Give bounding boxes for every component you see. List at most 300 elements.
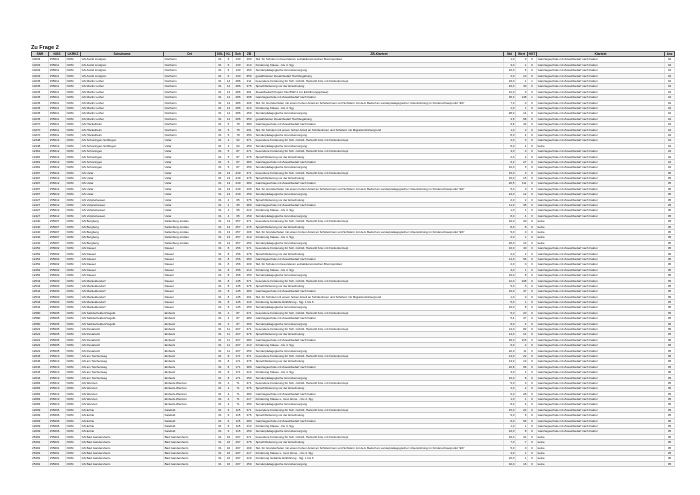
table-cell: NOM (66, 181, 81, 186)
table-cell: 05 (665, 461, 675, 466)
table-cell: Dassel (164, 251, 216, 256)
table-cell: GS Volpriehausen (81, 197, 164, 202)
table-cell: 16,0 (504, 375, 516, 380)
table-cell: Einbeck (164, 316, 216, 321)
table-cell: 0 (528, 159, 537, 164)
table-cell: Sonderpädagogische Grundversorgung (255, 305, 504, 310)
table-cell: 12,0 (504, 278, 516, 283)
table-cell: 20 (516, 407, 528, 412)
table-cell: 01 (216, 68, 225, 73)
table-cell: GS Volpriehausen (81, 213, 164, 218)
table-cell: 450 (244, 273, 255, 278)
table-cell: 1,0 (504, 57, 516, 62)
table-cell: 16,0 (504, 429, 516, 434)
table-cell: 12683 (32, 386, 49, 391)
table-cell: Ganztagsschule mit Zusatzbedarf nach Faktor (537, 299, 665, 304)
table-cell: 22,8 (504, 364, 516, 369)
table-cell: NOM (66, 348, 81, 353)
table-cell: 78 (233, 132, 244, 137)
table-cell: 380 (244, 364, 255, 369)
table-cell: Northeim (164, 89, 216, 94)
table-cell: 155011 (49, 105, 66, 110)
table-cell: NOM (66, 100, 81, 105)
table-cell: 4 (225, 213, 233, 218)
table-cell: 371 (244, 407, 255, 412)
table-cell: Ganztagsschule mit Zusatzbedarf nach Faktor (537, 68, 665, 73)
table-cell: 155003 (49, 305, 66, 310)
table-cell: Bad Gandersheim (164, 450, 216, 455)
table-cell: 376 (244, 386, 255, 391)
table-cell: 01 (216, 267, 225, 272)
table-cell: 78 (233, 127, 244, 132)
table-cell: 40 (516, 219, 528, 224)
table-cell: 01 (216, 246, 225, 251)
table-cell: 155001 (49, 434, 66, 439)
table-cell: 1 (528, 95, 537, 100)
table-cell: 01 (216, 375, 225, 380)
table-cell: 05 (665, 456, 675, 461)
table-cell: 01 (216, 105, 225, 110)
table-cell: 371 (244, 138, 255, 143)
table-cell: 10233 (32, 62, 49, 67)
table-cell: 413 (244, 343, 255, 348)
table-cell: Northeim (164, 122, 216, 127)
table-cell: Ganztagsschule mit Zusatzbedarf nach Faktor (537, 181, 665, 186)
table-cell: 04 (665, 149, 675, 154)
column-header: LKRKZ (66, 52, 81, 57)
table-cell: 257 (233, 224, 244, 229)
table-cell: Northeim (164, 78, 216, 83)
table-cell: 12622 (32, 326, 49, 331)
table-cell: NOM (66, 165, 81, 170)
table-cell: Uslar (164, 208, 216, 213)
table-cell: 4 (225, 380, 233, 385)
table-cell: Ganztagsschule mit Zusatzbedarf nach Faktor (537, 353, 665, 358)
table-cell: 47 (516, 289, 528, 294)
table-cell: 01 (216, 111, 225, 116)
table-cell: 66 (516, 418, 528, 423)
table-cell: 13 (225, 170, 233, 175)
table-cell: 5 (225, 154, 233, 159)
table-cell: Ganztagsschule mit Zusatzbedarf nach Faktor (537, 310, 665, 315)
table-cell: 155011 (49, 116, 66, 121)
table-cell: 05 (665, 348, 675, 353)
table-cell: 62 (233, 138, 244, 143)
table-cell: 450 (244, 305, 255, 310)
table-cell: 155011 (49, 73, 66, 78)
table-cell: NOM (66, 251, 81, 256)
table-cell: 371 (244, 149, 255, 154)
table-cell: 0 (528, 267, 537, 272)
table-cell: besondere Förderung für Sch. nichtdt. Herkunft bzw. mit Förderkonzept (255, 78, 504, 83)
table-row (32, 461, 675, 466)
table-cell: Ganztagsschule mit Zusatzbedarf nach Faktor (537, 386, 665, 391)
table-cell: 450 (244, 461, 255, 466)
table-cell: 37 (516, 316, 528, 321)
table-cell: Ganztagsschule mit Zusatzbedarf nach Faktor (255, 181, 504, 186)
table-cell: 12452 (32, 251, 49, 256)
table-cell: Sonderpädagogische Grundversorgung (255, 429, 504, 434)
table-cell: 2,0 (504, 73, 516, 78)
table-cell: 05 (665, 283, 675, 288)
table-cell: 3,0 (504, 370, 516, 375)
table-cell: 1 (516, 397, 528, 402)
table-cell: 409 (244, 186, 255, 191)
table-cell: 11 (225, 337, 233, 342)
table-cell: Ganztagsschule mit Zusatzbedarf nach Faktor (255, 316, 504, 321)
table-cell: 12683 (32, 380, 49, 385)
table-cell: 0 (528, 181, 537, 186)
table-cell: NOM (66, 359, 81, 364)
table-cell: 65 (233, 213, 244, 218)
table-cell: Ganztagsschule mit Zusatzbedarf nach Faktor (537, 122, 665, 127)
table-cell: GS Markoldendorf (81, 289, 164, 294)
table-cell: 1 (516, 105, 528, 110)
table-cell: GS Dassel (81, 251, 164, 256)
table-cell: Uslar (164, 213, 216, 218)
table-cell: 4 (516, 132, 528, 137)
table-cell: 11 (225, 348, 233, 353)
table-cell: NOM (66, 208, 81, 213)
table-cell: 4 (225, 397, 233, 402)
table-cell: 249 (233, 170, 244, 175)
table-cell: 419 (244, 456, 255, 461)
table-cell: 04 (665, 73, 675, 78)
table-cell: 6 (225, 57, 233, 62)
table-cell: 6,0 (504, 391, 516, 396)
table-cell: 15 (516, 175, 528, 180)
table-cell: 01 (216, 397, 225, 402)
table-cell: Förderung Klasse - bis 4. Sjg. (255, 267, 504, 272)
table-cell: GS Echte (81, 413, 164, 418)
table-cell: NOM (66, 235, 81, 240)
table-cell: 12543 (32, 283, 49, 288)
table-cell: 6 (225, 68, 233, 73)
table-cell: NOM (66, 186, 81, 191)
table-cell: Ganztagsschule mit Zusatzbedarf nach Faktor (537, 100, 665, 105)
table-cell: 01 (216, 434, 225, 439)
table-cell: NOM (66, 73, 81, 78)
table-cell: Ganztagsschule mit Zusatzbedarf nach Faktor (537, 256, 665, 261)
table-cell: Ganztagsschule mit Zusatzbedarf nach Faktor (537, 208, 665, 213)
table-cell: 380 (244, 418, 255, 423)
table-cell: 01 (216, 78, 225, 83)
table-cell: 376 (244, 84, 255, 89)
table-cell: 155012 (49, 186, 66, 191)
table-cell: NOM (66, 380, 81, 385)
table-cell: 171 (233, 375, 244, 380)
table-cell: Uslar (164, 165, 216, 170)
table-cell: 04 (665, 138, 675, 143)
table-cell: Ganztagsschule mit Zusatzbedarf nach Faktor (537, 337, 665, 342)
table-cell: 8 (225, 364, 233, 369)
table-cell: 04 (665, 68, 675, 73)
table-cell: 0 (528, 397, 537, 402)
table-cell: GS Dassel (81, 273, 164, 278)
table-cell: Dassel (164, 305, 216, 310)
table-cell: 1 (516, 456, 528, 461)
table-cell: besondere Förderung für Sch. nichtdt. Herkunft bzw. mit Förderkonzept (255, 170, 504, 175)
table-cell: GS Echte (81, 418, 164, 423)
table-cell: 12646 (32, 375, 49, 380)
table-cell: 376 (244, 359, 255, 364)
table-cell: 371 (244, 278, 255, 283)
table-cell: GS Volpriehausen (81, 202, 164, 207)
table-cell: NOM (66, 105, 81, 110)
table-cell: NOM (66, 440, 81, 445)
table-cell: Std. für Grundschulen mit einem hohen Anteil an Schülerinnen und Schülern mit dem Bedarf an sonderpädagogischer Unterstützung im Förderschwerpunkt "ES" (255, 186, 504, 191)
table-cell: 13 (225, 175, 233, 180)
table-cell: 0 (528, 343, 537, 348)
table-cell: 71 (233, 386, 244, 391)
table-cell: 12440 (32, 219, 49, 224)
table-cell: Ganztagsschule mit Zusatzbedarf nach Faktor (537, 294, 665, 299)
table-cell: 0 (528, 429, 537, 434)
table-cell: 12646 (32, 370, 49, 375)
table-cell: 4 (225, 208, 233, 213)
table-cell: 10270 (32, 122, 49, 127)
table-cell: 10233 (32, 68, 49, 73)
table-cell: GS Martin Luther (81, 116, 164, 121)
table-cell: Dassel (164, 283, 216, 288)
table-cell: keine (537, 219, 665, 224)
table-cell: 0 (516, 262, 528, 267)
table-cell: 155005 (49, 321, 66, 326)
table-cell: 0 (528, 213, 537, 218)
table-cell: 450 (244, 402, 255, 407)
table-cell: 32,0 (504, 434, 516, 439)
table-cell: 12427 (32, 197, 49, 202)
table-cell: 12440 (32, 240, 49, 245)
column-header: SGL (216, 52, 224, 57)
table-cell: 01 (216, 197, 225, 202)
table-cell: 05 (665, 278, 675, 283)
table-cell: 0 (528, 283, 537, 288)
table-cell: 10245 (32, 84, 49, 89)
table-cell: 207 (233, 343, 244, 348)
table-cell: GS Pestalozzi (81, 326, 164, 331)
table-cell: NOM (66, 326, 81, 331)
table-cell: 25392 (32, 456, 49, 461)
table-cell: 0 (528, 170, 537, 175)
table-cell: 05 (665, 440, 675, 445)
table-cell: 01 (216, 175, 225, 180)
table-cell: GS Martin Luther (81, 78, 164, 83)
table-cell: NOM (66, 375, 81, 380)
table-cell: 155005 (49, 316, 66, 321)
table-cell: 15,0 (504, 170, 516, 175)
table-cell: 0 (528, 235, 537, 240)
table-cell: 12622 (32, 343, 49, 348)
table-cell: 6,0 (504, 413, 516, 418)
table-cell: 01 (216, 240, 225, 245)
table-cell: 22 (516, 353, 528, 358)
table-cell: 01 (216, 461, 225, 466)
table-cell: 04 (665, 57, 675, 62)
table-cell: 3,0 (504, 62, 516, 67)
table-cell: GS Uslar (81, 192, 164, 197)
table-cell: 0 (528, 62, 537, 67)
table-cell: 156 (233, 273, 244, 278)
table-cell: GS Salzderhelden/Vogelb. (81, 316, 164, 321)
table-cell: 01 (216, 326, 225, 331)
table-cell: 171 (233, 359, 244, 364)
table-cell: Ganztagsschule mit Zusatzbedarf nach Faktor (537, 251, 665, 256)
table-cell: NOM (66, 278, 81, 283)
table-cell: 05 (665, 386, 675, 391)
table-cell: Sonderpädagogische Grundversorgung (255, 321, 504, 326)
table-cell: 155002 (49, 256, 66, 261)
table-cell: Förderung Gebärde Einführung - Sjg. 1 bis 6 (255, 299, 504, 304)
table-cell: Northeim (164, 57, 216, 62)
table-cell: Einbeck (164, 370, 216, 375)
table-cell: GS Bad Gandersheim (81, 456, 164, 461)
table-cell: 01 (216, 202, 225, 207)
table-cell: GS Dassel (81, 267, 164, 272)
table-cell: 05 (665, 326, 675, 331)
table-cell: besondere Förderung für Sch. nichtdt. Herkunft bzw. mit Förderkonzept (255, 380, 504, 385)
table-cell: 04 (665, 89, 675, 94)
table-cell: Kalefeld (164, 413, 216, 418)
table-cell: 04 (665, 154, 675, 159)
table-cell: 0 (516, 127, 528, 132)
table-cell: 05 (665, 353, 675, 358)
table-cell: 155011 (49, 132, 66, 137)
table-cell: NOM (66, 229, 81, 234)
table-cell: 01 (216, 450, 225, 455)
table-cell: 155005 (49, 348, 66, 353)
table-cell: 12397 (32, 186, 49, 191)
table-cell: 13 (225, 192, 233, 197)
table-cell: 371 (244, 310, 255, 315)
table-cell: 04 (665, 132, 675, 137)
table-cell: 01 (216, 262, 225, 267)
table-cell: NOM (66, 262, 81, 267)
table-cell: 155011 (49, 127, 66, 132)
table-cell: Förderung Klasse - bis 4. Sjg. (255, 208, 504, 213)
table-cell: GS Pestalozzi (81, 343, 164, 348)
table-cell: 71 (233, 380, 244, 385)
table-cell: 155012 (49, 165, 66, 170)
table-cell: 01 (216, 402, 225, 407)
table-cell: 05 (665, 197, 675, 202)
table-cell: Ganztagsschule mit Zusatzbedarf nach Faktor (537, 175, 665, 180)
table-cell: 155013 (49, 353, 66, 358)
table-cell: 16,0 (504, 456, 516, 461)
column-header: Wert (516, 52, 528, 57)
table-cell: 6 (225, 73, 233, 78)
table-cell: 01 (216, 391, 225, 396)
table-cell: 8 (225, 251, 233, 256)
table-cell: 10245 (32, 95, 49, 100)
table-cell: Uslar (164, 192, 216, 197)
table-cell: 6 (225, 413, 233, 418)
table-cell: 11 (225, 343, 233, 348)
table-cell: 14,0 (504, 326, 516, 331)
table-cell: 96 (516, 364, 528, 369)
table-cell: 155011 (49, 57, 66, 62)
table-cell: GS Burgberg (81, 240, 164, 245)
table-cell: NOM (66, 434, 81, 439)
table-cell: Ganztagsschule mit Zusatzbedarf nach Faktor (537, 283, 665, 288)
table-cell: 155011 (49, 89, 66, 94)
table-cell: 0 (528, 418, 537, 423)
table-cell: 371 (244, 170, 255, 175)
table-cell: 5,0 (504, 283, 516, 288)
table-cell: 155005 (49, 343, 66, 348)
table-cell: 6 (225, 62, 233, 67)
table-cell: 01 (216, 413, 225, 418)
table-cell: GS am Teichenweg (81, 359, 164, 364)
table-cell: Sprachförderung vor der Einschulung (255, 386, 504, 391)
table-cell: 130 (233, 73, 244, 78)
table-cell: 8 (225, 359, 233, 364)
table-cell: GS Uslar (81, 170, 164, 175)
table-cell: 14 (516, 111, 528, 116)
table-cell: 0 (516, 229, 528, 234)
table-cell: 297 (233, 456, 244, 461)
table-cell: NOM (66, 445, 81, 450)
table-cell: 12427 (32, 213, 49, 218)
column-header: Std (504, 52, 516, 57)
table-cell: 4 (225, 143, 233, 148)
table-cell: 155002 (49, 267, 66, 272)
table-cell: 380 (244, 337, 255, 342)
table-cell: 12452 (32, 273, 49, 278)
table-cell: 155013 (49, 359, 66, 364)
column-header: KL (226, 52, 231, 57)
table-cell: Ganztagsschule mit Zusatzbedarf nach Faktor (255, 202, 504, 207)
table-cell: 0 (528, 273, 537, 278)
table-cell: 01 (216, 343, 225, 348)
table-cell: 65 (233, 197, 244, 202)
table-cell: Ganztagsschule mit Zusatzbedarf nach Faktor (537, 423, 665, 428)
table-cell: NOM (66, 89, 81, 94)
table-cell: 130 (233, 68, 244, 73)
table-cell: 8 (516, 273, 528, 278)
table-cell: 0 (528, 192, 537, 197)
table-cell: 371 (244, 246, 255, 251)
table-cell: 5 (225, 127, 233, 132)
table-cell: 8 (225, 256, 233, 261)
table-cell: NOM (66, 364, 81, 369)
table-cell: 05 (665, 359, 675, 364)
table-cell: 05 (665, 332, 675, 337)
table-cell: 05 (665, 402, 675, 407)
table-cell: 380 (244, 391, 255, 396)
table-cell: 12646 (32, 364, 49, 369)
table-cell: Ganztagsschule mit Zusatzbedarf nach Faktor (537, 186, 665, 191)
table-cell: 04 (665, 143, 675, 148)
column-header: SNR (32, 52, 49, 57)
table-cell: Sonderpädagogische Grundversorgung (255, 375, 504, 380)
table-cell: Uslar (164, 159, 216, 164)
table-cell: Katlenburg-Lindau (164, 229, 216, 234)
table-cell: 12609 (32, 418, 49, 423)
table-cell: 111 (516, 181, 528, 186)
table-cell: 1 (516, 235, 528, 240)
table-cell: 05 (665, 267, 675, 272)
table-cell: Bad Gandersheim (164, 456, 216, 461)
table-cell: 01 (216, 440, 225, 445)
table-cell: 04 (665, 165, 675, 170)
table-cell: 1 (516, 78, 528, 83)
table-cell: NOM (66, 68, 81, 73)
table-cell: NOM (66, 175, 81, 180)
table-cell: Einbeck (164, 353, 216, 358)
table-cell: 156 (233, 256, 244, 261)
table-cell: Ganztagsschule mit Zusatzbedarf nach Faktor (537, 105, 665, 110)
